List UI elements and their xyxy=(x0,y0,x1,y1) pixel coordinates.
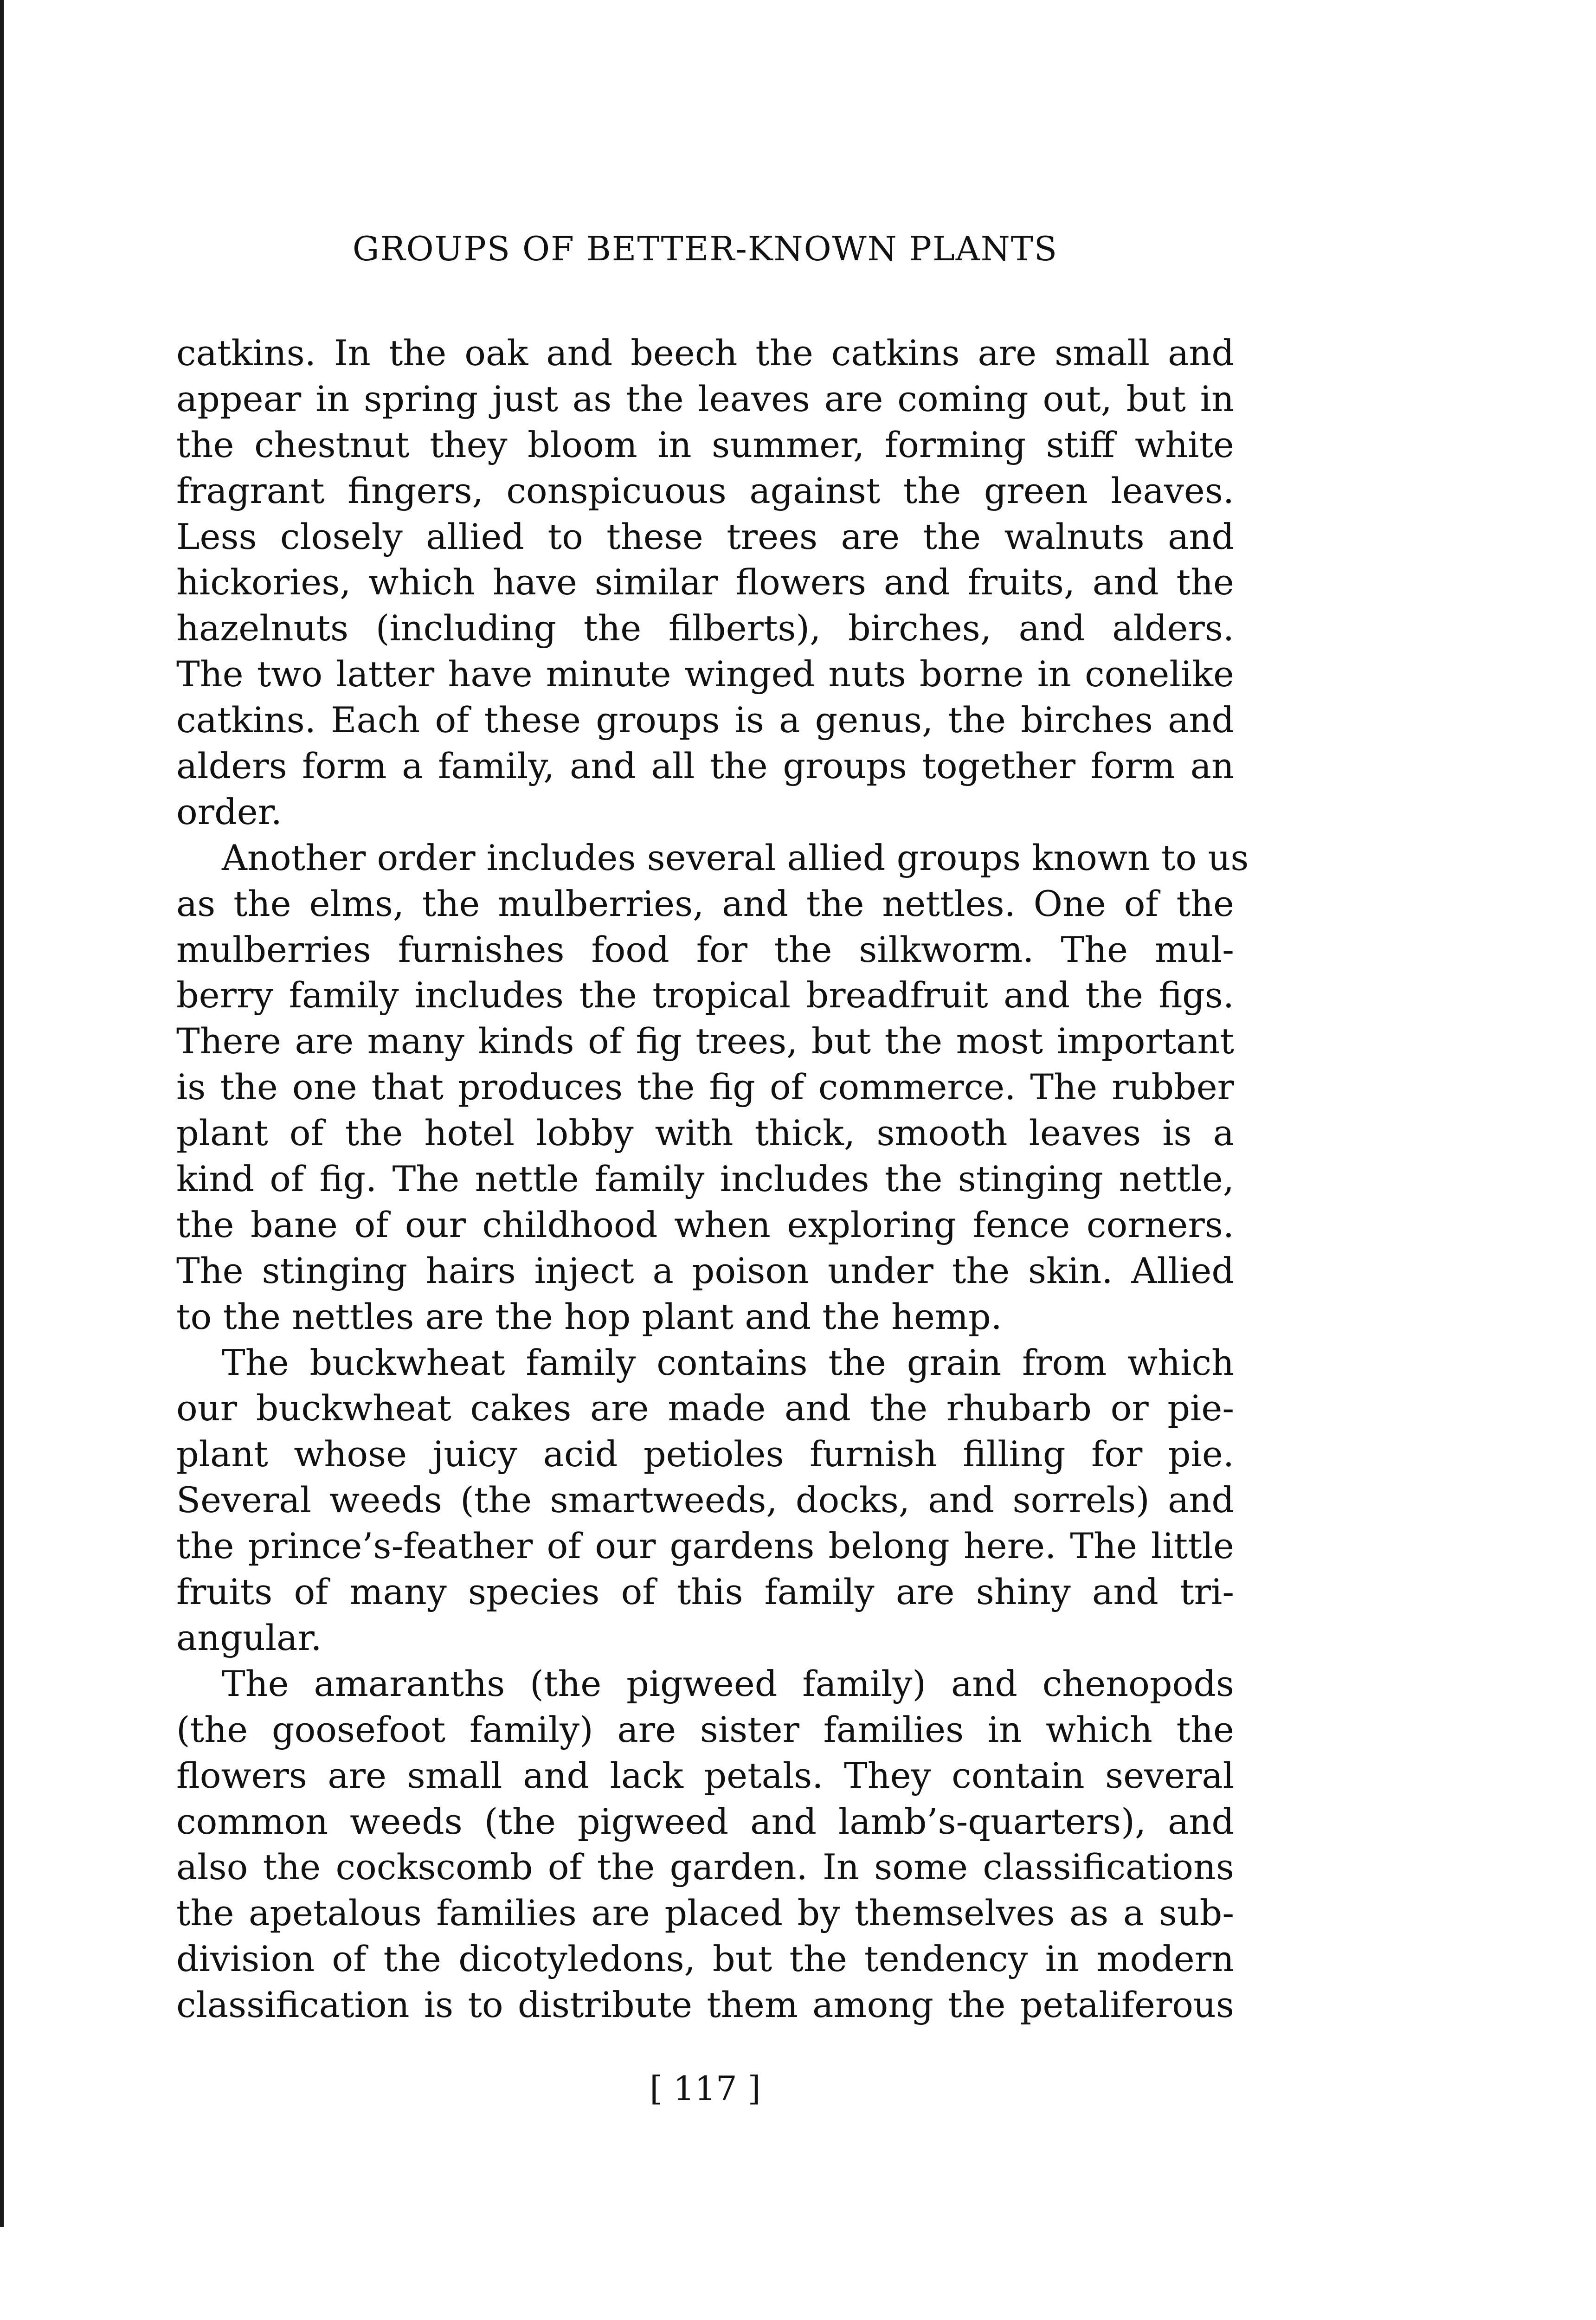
text-line: angular. xyxy=(176,1617,322,1658)
text-line: The buckwheat family contains the grain from which xyxy=(222,1341,1234,1383)
text-line: classification is to distribute them among the petaliferous xyxy=(176,1984,1234,2026)
text-line: plant of the hotel lobby with thick, smooth leaves is a xyxy=(176,1112,1234,1154)
paragraph-4 xyxy=(176,1661,1234,2028)
text-line: berry family includes the tropical breadfruit and the figs. xyxy=(176,974,1234,1016)
text-line: flowers are small and lack petals. They contain several xyxy=(176,1754,1234,1796)
text-line: catkins. In the oak and beech the catkins are small and xyxy=(176,332,1234,374)
paragraph-1 xyxy=(176,330,1234,835)
page-number: [ 117 ] xyxy=(650,2069,761,2108)
text-line: as the elms, the mulberries, and the nettles. One of the xyxy=(176,883,1234,924)
text-line: plant whose juicy acid petioles furnish filling for pie. xyxy=(176,1433,1234,1475)
text-line: kind of fig. The nettle family includes the stinging nettle, xyxy=(176,1158,1234,1200)
text-line: also the cockscomb of the garden. In some classifications xyxy=(176,1846,1234,1888)
text-line: appear in spring just as the leaves are coming out, but in xyxy=(176,378,1234,419)
text-line: Less closely allied to these trees are the walnuts and xyxy=(176,516,1234,557)
text-line: to the nettles are the hop plant and the hemp. xyxy=(176,1295,1002,1337)
text-line: is the one that produces the fig of commerce. The rubber xyxy=(176,1066,1234,1108)
text-line: the prince’s-feather of our gardens belong here. The little xyxy=(176,1525,1234,1567)
text-line: Another order includes several allied groups known to us xyxy=(222,837,1249,878)
text-line: division of the dicotyledons, but the tendency in modern xyxy=(176,1938,1234,1980)
text-line: hickories, which have similar flowers and fruits, and the xyxy=(176,561,1234,603)
text-line: order. xyxy=(176,791,282,832)
text-line: alders form a family, and all the groups together form an xyxy=(176,745,1234,787)
text-line: Several weeds (the smartweeds, docks, and sorrels) and xyxy=(176,1479,1234,1521)
text-line: The amaranths (the pigweed family) and chenopods xyxy=(222,1663,1234,1704)
running-head: GROUPS OF BETTER-KNOWN PLANTS xyxy=(352,229,1058,268)
text-line: There are many kinds of fig trees, but the most important xyxy=(176,1020,1234,1062)
text-line: fragrant fingers, conspicuous against the green leaves. xyxy=(176,470,1234,511)
paragraph-3 xyxy=(176,1340,1234,1661)
text-line: hazelnuts (including the filberts), birches, and alders. xyxy=(176,607,1234,649)
text-line: The stinging hairs inject a poison under the skin. Allied xyxy=(176,1250,1234,1291)
text-line: the chestnut they bloom in summer, forming stiff white xyxy=(176,424,1234,465)
text-line: fruits of many species of this family are shiny and tri- xyxy=(176,1571,1234,1613)
scan-edge xyxy=(0,0,4,2227)
body-text xyxy=(176,330,1249,2028)
paragraph-2 xyxy=(176,835,1249,1340)
text-line: mulberries furnishes food for the silkworm. The mul- xyxy=(176,928,1234,970)
text-line: the bane of our childhood when exploring fence corners. xyxy=(176,1204,1234,1245)
text-line: The two latter have minute winged nuts borne in conelike xyxy=(176,653,1234,695)
text-line: catkins. Each of these groups is a genus, the birches and xyxy=(176,699,1234,741)
book-page xyxy=(176,0,1249,2320)
text-line: (the goosefoot family) are sister families in which the xyxy=(176,1708,1234,1750)
text-line: the apetalous families are placed by themselves as a sub- xyxy=(176,1892,1234,1934)
text-line: common weeds (the pigweed and lamb’s-quarters), and xyxy=(176,1800,1234,1842)
text-line: our buckwheat cakes are made and the rhubarb or pie- xyxy=(176,1387,1234,1429)
